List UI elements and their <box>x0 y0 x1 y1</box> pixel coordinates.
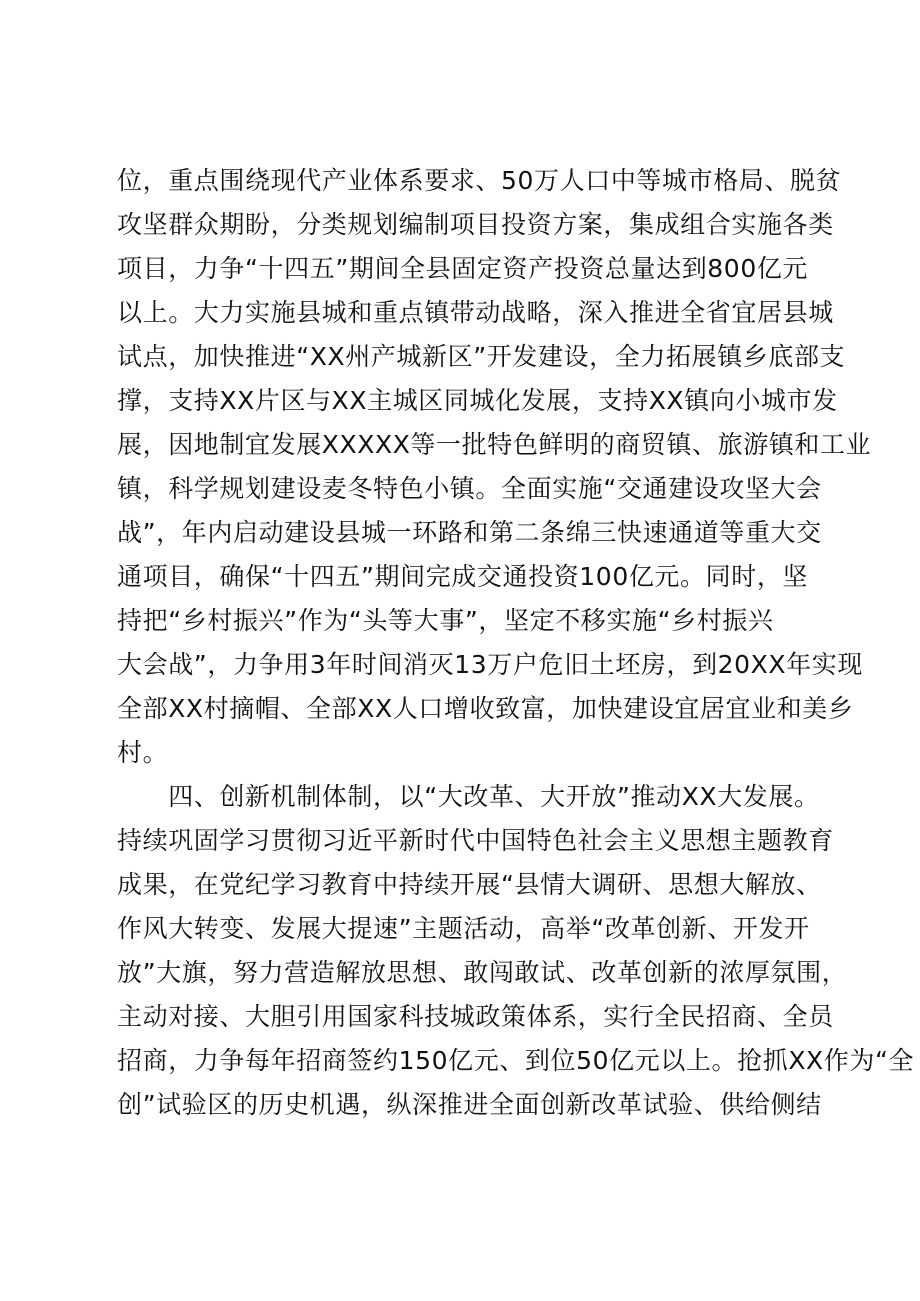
text-line: 全部XX村摘帽、全部XX人口增收致富，加快建设宜居宜业和美乡 <box>117 694 854 723</box>
text-line: 作风大转变、发展大提速”主题活动，高举“改革创新、开发开 <box>117 914 810 943</box>
text-line: 主动对接、大胆引用国家科技城政策体系，实行全民招商、全员 <box>117 1002 834 1031</box>
text-line: 持续巩固学习贯彻习近平新时代中国特色社会主义思想主题教育 <box>117 826 834 855</box>
text-line: 成果，在党纪学习教育中持续开展“县情大调研、思想大解放、 <box>117 870 822 899</box>
text-line: 招商，力争每年招商签约150亿元、到位50亿元以上。抢抓XX作为“全 <box>117 1046 915 1075</box>
text-line: 镇，科学规划建设麦冬特色小镇。全面实施“交通建设攻坚大会 <box>117 474 822 503</box>
text-line: 以上。大力实施县城和重点镇带动战略，深入推进全省宜居县城 <box>117 298 834 327</box>
text-line: 攻坚群众期盼，分类规划编制项目投资方案，集成组合实施各类 <box>117 210 834 239</box>
section-heading-line: 四、创新机制体制，以“大改革、大开放”推动XX大发展。 <box>117 782 820 811</box>
text-line: 位，重点围绕现代产业体系要求、50万人口中等城市格局、脱贫 <box>117 166 842 195</box>
text-line: 撑，支持XX片区与XX主城区同城化发展，支持XX镇向小城市发 <box>117 386 838 415</box>
text-line: 村。 <box>117 738 169 767</box>
text-line: 放”大旗，努力营造解放思想、敢闯敢试、改革创新的浓厚氛围， <box>117 958 848 987</box>
text-line: 试点，加快推进“XX州产城新区”开发建设，全力拓展镇乡底部支 <box>117 342 846 371</box>
text-line: 展，因地制宜发展XXXXX等一批特色鲜明的商贸镇、旅游镇和工业 <box>117 430 872 459</box>
text-line: 战”，年内启动建设县城一环路和第二条绵三快速通道等重大交 <box>117 518 822 547</box>
text-line: 通项目，确保“十四五”期间完成交通投资100亿元。同时，坚 <box>117 562 809 591</box>
text-line: 项目，力争“十四五”期间全县固定资产投资总量达到800亿元 <box>117 254 809 283</box>
text-line: 大会战”，力争用3年时间消灭13万户危旧土坯房，到20XX年实现 <box>117 650 863 679</box>
text-line: 持把“乡村振兴”作为“头等大事”，坚定不移实施“乡村振兴 <box>117 606 774 635</box>
text-line: 创”试验区的历史机遇，纵深推进全面创新改革试验、供给侧结 <box>117 1090 822 1119</box>
